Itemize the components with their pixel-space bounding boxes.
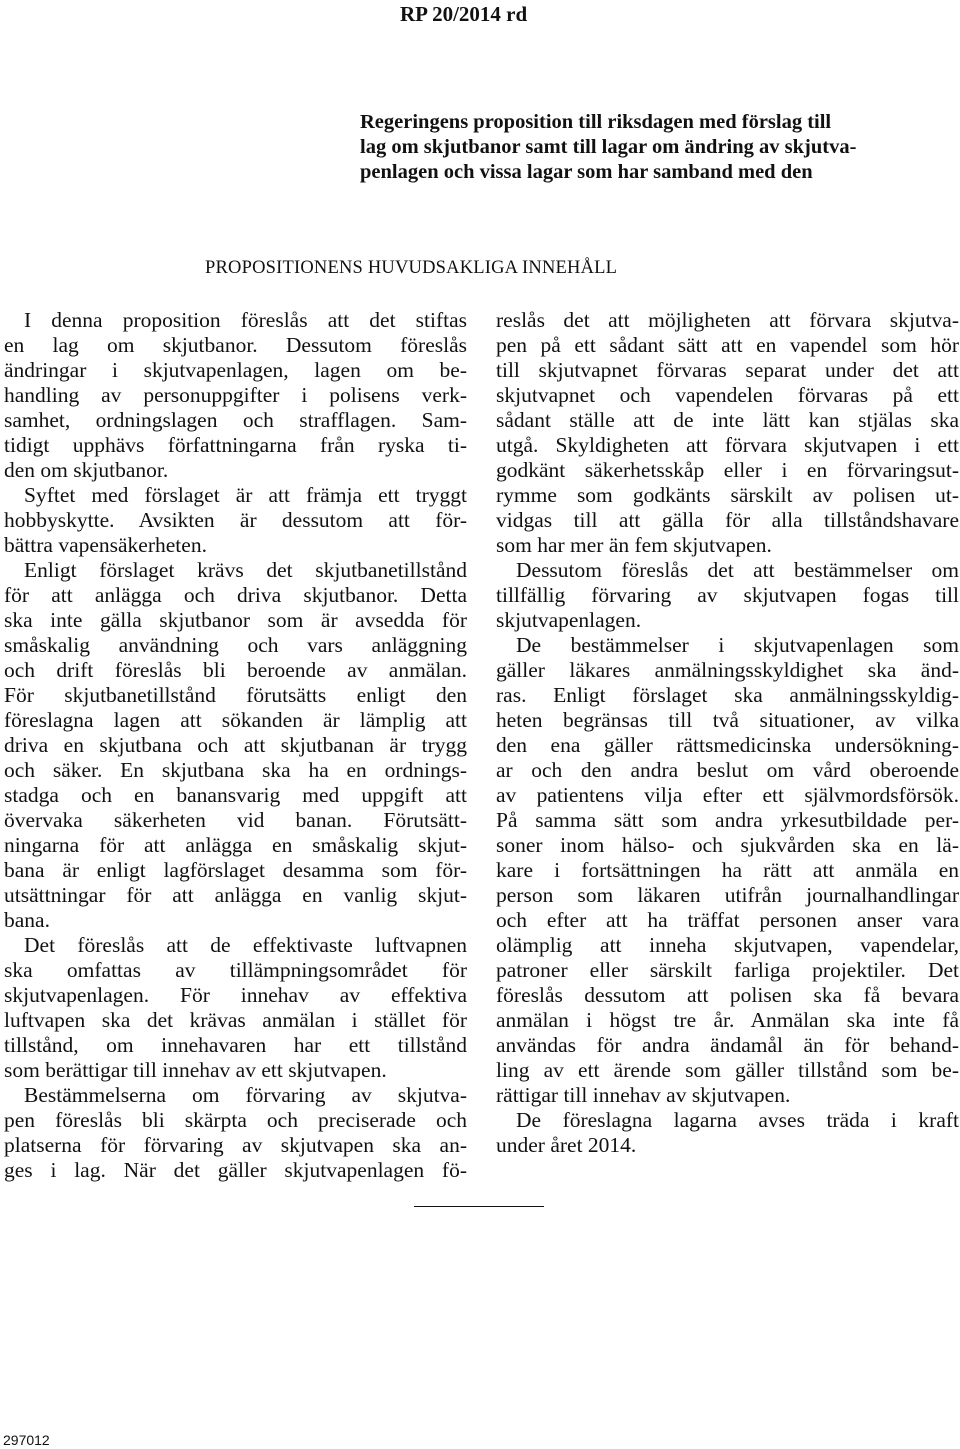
text-line: stadga och en banansvarig med uppgift att (4, 783, 467, 807)
text-line: föreslagna lagen att sökanden är lämplig att (4, 708, 467, 732)
text-line: pen föreslås bli skärpta och preciserade och (4, 1108, 467, 1132)
text-line: användas för andra ändamål än för behand- (496, 1033, 959, 1057)
text-line: De bestämmelser i skjutvapenlagen som (516, 633, 959, 657)
text-line: ska omfattas av tillämpningsområdet för (4, 958, 467, 982)
text-line: skjutvapenlagen. För innehav av effektiva (4, 983, 467, 1007)
text-line: föreslås dessutom att polisen ska få bevara (496, 983, 959, 1007)
text-line: Syftet med förslaget är att främja ett tryggt (24, 483, 467, 507)
text-line: för att anlägga och driva skjutbanor. Detta (4, 583, 467, 607)
text-line: till skjutvapnet förvaras separat under det att (496, 358, 959, 382)
text-line: tillstånd, om innehavaren har ett tillstånd (4, 1033, 467, 1057)
text-line: ges i lag. När det gäller skjutvapenlagen fö- (4, 1158, 467, 1182)
text-line: som har mer än fem skjutvapen. (496, 533, 772, 557)
text-line: utsättningar för att anlägga en vanlig skjut- (4, 883, 467, 907)
text-line: och efter att ha träffat personen anser vara (496, 908, 959, 932)
text-line: bana är enligt lagförslaget desamma som för- (4, 858, 467, 882)
text-line: den ena gäller rättsmedicinska undersökning- (496, 733, 959, 757)
text-line: pen på ett sådant sätt att en vapendel som hör (496, 333, 959, 357)
text-line: av patientens vilja efter ett självmordsförsök. (496, 783, 959, 807)
text-line: skjutvapnet och vapendelen förvaras på ett (496, 383, 959, 407)
text-line: I denna proposition föreslås att det stiftas (24, 308, 467, 332)
text-line: gäller läkares anmälningsskyldighet ska änd- (496, 658, 959, 682)
text-line: platserna för förvaring av skjutvapen ska an- (4, 1133, 467, 1157)
text-line: olämplig att inneha skjutvapen, vapendelar, (496, 933, 959, 957)
text-line: ändringar i skjutvapenlagen, lagen om be- (4, 358, 467, 382)
text-line: person som läkaren utifrån journalhandlingar (496, 883, 959, 907)
text-line: driva en skjutbana och att skjutbanan är trygg (4, 733, 467, 757)
text-line: handling av personuppgifter i polisens verk- (4, 383, 467, 407)
right-text-column (496, 308, 959, 1158)
title-line: penlagen och vissa lagar som har samband med den (360, 161, 813, 183)
text-line: Det föreslås att de effektivaste luftvapnen (24, 933, 467, 957)
text-line: ling av ett ärende som gäller tillstånd som be- (496, 1058, 959, 1082)
text-line: under året 2014. (496, 1133, 637, 1157)
text-line: den om skjutbanor. (4, 458, 169, 482)
text-line: skjutvapenlagen. (496, 608, 642, 632)
text-line: övervaka säkerheten vid banan. Förutsätt- (4, 808, 467, 832)
text-line: heten begränsas till två situationer, av vilka (496, 708, 959, 732)
text-line: ras. Enligt förslaget ska anmälningsskyldig- (496, 683, 959, 707)
text-line: soner inom hälso- och sjukvården ska en lä- (496, 833, 959, 857)
footer-code: 297012 (3, 1432, 50, 1448)
text-line: patroner eller särskilt farliga projektiler. Det (496, 958, 959, 982)
title-line: Regeringens proposition till riksdagen med förslag till (360, 111, 832, 133)
text-line: bana. (4, 908, 50, 932)
text-line: Bestämmelserna om förvaring av skjutva- (24, 1083, 467, 1107)
text-line: sådant ställe att de inte lätt kan stjälas ska (496, 408, 959, 432)
left-text-column (4, 308, 467, 1183)
text-line: De föreslagna lagarna avses träda i kraft (516, 1108, 959, 1132)
text-line: och säker. En skjutbana ska ha en ordnings- (4, 758, 467, 782)
end-rule (414, 1206, 544, 1207)
text-line: kare i fortsättningen ha rätt att anmäla en (496, 858, 959, 882)
text-line: ar och den andra beslut om vård oberoende (496, 758, 959, 782)
text-line: tidigt upphävs författningarna från ryska ti- (4, 433, 467, 457)
text-line: bättra vapensäkerheten. (4, 533, 207, 557)
text-line: tillfällig förvaring av skjutvapen fogas till (496, 583, 959, 607)
text-line: reslås det att möjligheten att förvara skjutva- (496, 308, 959, 332)
text-line: Enligt förslaget krävs det skjutbanetillstånd (24, 558, 467, 582)
text-line: hobbyskytte. Avsikten är dessutom att för- (4, 508, 467, 532)
text-line: Dessutom föreslås det att bestämmelser om (516, 558, 959, 582)
document-code: RP 20/2014 rd (400, 2, 528, 26)
text-line: samhet, ordningslagen och strafflagen. Sam- (4, 408, 467, 432)
text-line: vidgas till att gälla för alla tillståndshavare (496, 508, 959, 532)
text-line: och drift föreslås bli beroende av anmälan. (4, 658, 467, 682)
text-line: rymme som godkänts särskilt av polisen ut- (496, 483, 959, 507)
text-line: utgå. Skyldigheten att förvara skjutvapen i ett (496, 433, 959, 457)
text-line: anmälan i högst tre år. Anmälan ska inte få (496, 1008, 959, 1032)
text-line: godkänt säkerhetsskåp eller i en förvaringsut- (496, 458, 959, 482)
text-line: För skjutbanetillstånd förutsätts enligt den (4, 683, 467, 707)
text-line: rättigar till innehav av skjutvapen. (496, 1083, 791, 1107)
proposition-title (360, 110, 960, 185)
text-line: småskalig användning och vars anläggning (4, 633, 467, 657)
text-line: ska inte gälla skjutbanor som är avsedda för (4, 608, 467, 632)
text-line: en lag om skjutbanor. Dessutom föreslås (4, 333, 467, 357)
text-line: På samma sätt som andra yrkesutbildade per- (496, 808, 959, 832)
section-heading: PROPOSITIONENS HUVUDSAKLIGA INNEHÅLL (205, 258, 618, 278)
text-line: som berättigar till innehav av ett skjutvapen. (4, 1058, 387, 1082)
text-line: luftvapen ska det krävas anmälan i stället för (4, 1008, 467, 1032)
title-line: lag om skjutbanor samt till lagar om ändring av skjutva- (360, 136, 857, 158)
text-line: ningarna för att anlägga en småskalig skjut- (4, 833, 467, 857)
